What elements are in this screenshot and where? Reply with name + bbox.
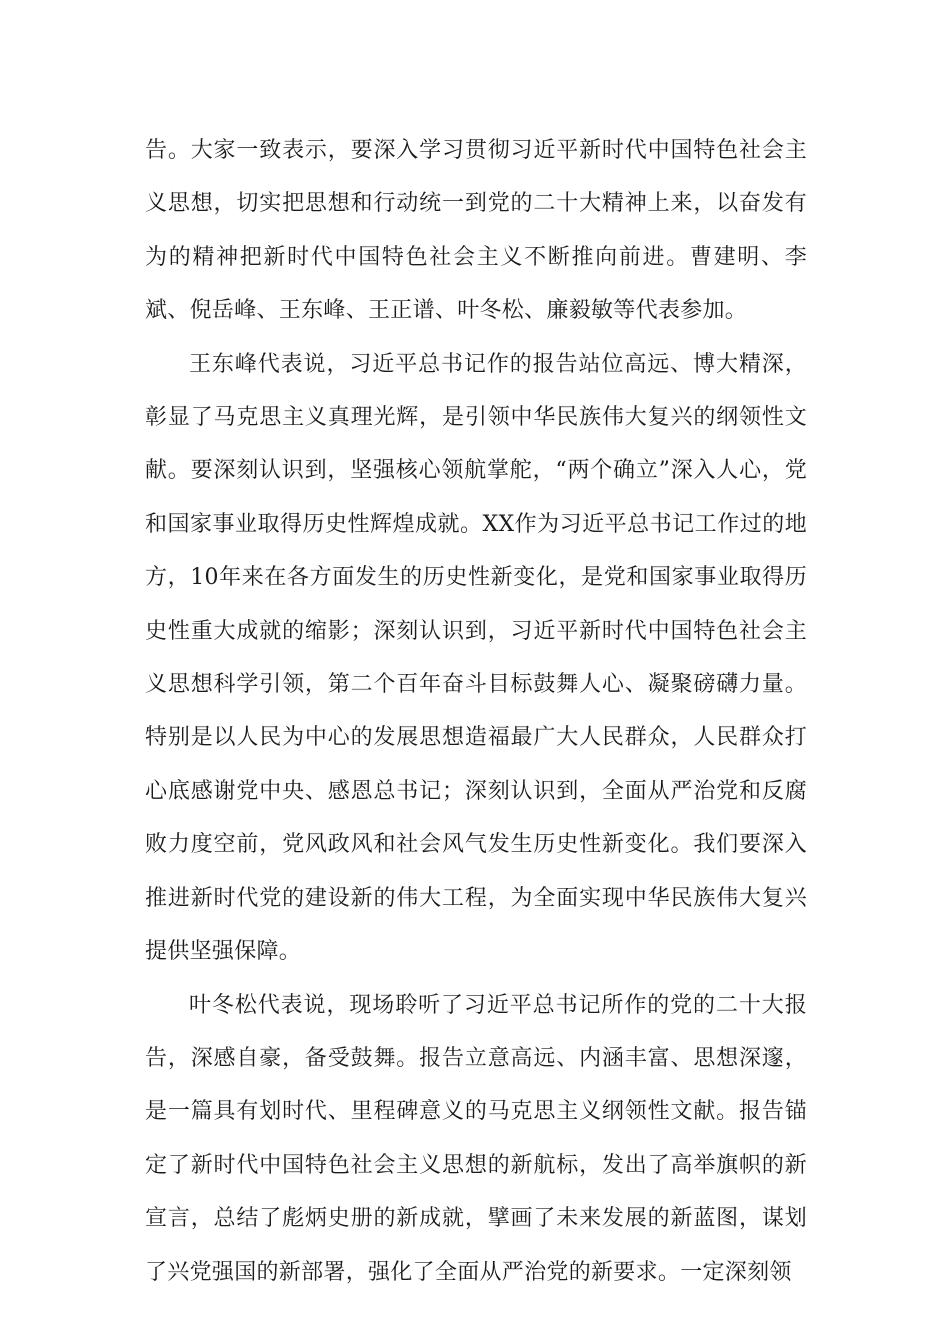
paragraph-3: 叶冬松代表说，现场聆听了习近平总书记所作的党的二十大报告，深感自豪，备受鼓舞。报告立意高远、内涵丰富、思想深邃，是一篇具有划时代、里程碑意义的马克思主义纲领性文献。报告锚定了新时代中国特色社会主义思想的新航标，发出了高举旗帜的新宣言，总结了彪炳史册的新成就，擘画了未来发展的新蓝图，谋划了兴党强国的新部署，强化了全面从严治党的新要求。一定深刻领 xyxy=(145,992,807,1285)
document-body xyxy=(145,124,807,1299)
paragraph-2: 王东峰代表说，习近平总书记作的报告站位高远、博大精深，彰显了马克思主义真理光辉，是引领中华民族伟大复兴的纲领性文献。要深刻认识到，坚强核心领航掌舵，“两个确立”深入人心，党和国家事业取得历史性辉煌成就。XX作为习近平总书记工作过的地方，10年来在各方面发生的历史性新变化，是党和国家事业取得历史性重大成就的缩影；深刻认识到，习近平新时代中国特色社会主义思想科学引领，第二个百年奋斗目标鼓舞人心、凝聚磅礴力量。特别是以人民为中心的发展思想造福最广大人民群众，人民群众打心底感谢党中央、感恩总书记；深刻认识到，全面从严治党和反腐败力度空前，党风政风和社会风气发生历史性新变化。我们要深入推进新时代党的建设新的伟大工程，为全面实现中华民族伟大复兴提供坚强保障。 xyxy=(145,351,807,965)
paragraph-1: 告。大家一致表示，要深入学习贯彻习近平新时代中国特色社会主义思想，切实把思想和行动统一到党的二十大精神上来，以奋发有为的精神把新时代中国特色社会主义不断推向前进。曹建明、李斌、倪岳峰、王东峰、王正谱、叶冬松、廉毅敏等代表参加。 xyxy=(145,138,807,324)
